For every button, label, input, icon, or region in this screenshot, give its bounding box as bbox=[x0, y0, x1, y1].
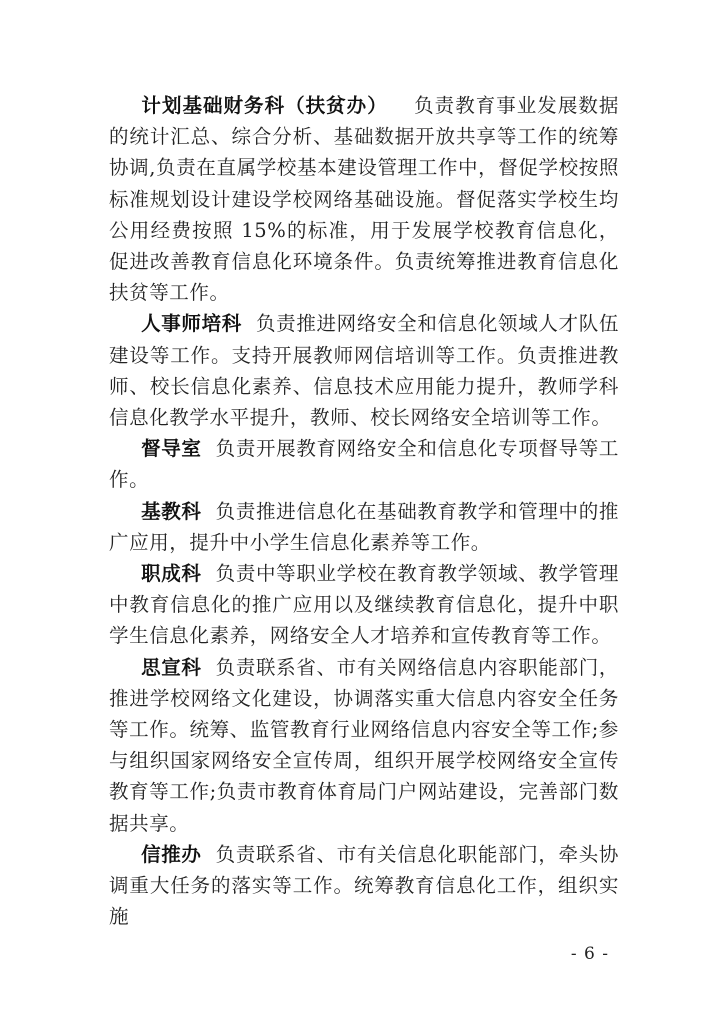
department-heading: 思宣科 bbox=[141, 655, 202, 679]
paragraph-basic-education bbox=[109, 496, 619, 558]
paragraph-ideology-publicity bbox=[109, 652, 619, 839]
document-body bbox=[109, 90, 619, 932]
department-heading: 职成科 bbox=[141, 562, 202, 586]
page-number: - 6 - bbox=[570, 944, 609, 964]
department-heading: 信推办 bbox=[141, 842, 202, 866]
department-heading: 基教科 bbox=[141, 499, 202, 523]
paragraph-informatization-office bbox=[109, 839, 619, 933]
paragraph-personnel-training bbox=[109, 308, 619, 433]
department-heading: 计划基础财务科（扶贫办） bbox=[141, 94, 388, 117]
department-description: 负责中等职业学校在教育教学领域、教学管理中教育信息化的推广应用以及继续教育信息化，提升中职学生信息化素养，网络安全人才培养和宣传教育等工作。 bbox=[109, 562, 619, 648]
department-description: 负责开展教育网络安全和信息化专项督导等工作。 bbox=[109, 437, 619, 492]
department-heading: 人事师培科 bbox=[141, 312, 242, 336]
department-heading: 督导室 bbox=[141, 437, 202, 461]
paragraph-vocational-adult bbox=[109, 558, 619, 652]
paragraph-supervision-office bbox=[109, 433, 619, 495]
department-description: 负责推进信息化在基础教育教学和管理中的推广应用，提升中小学生信息化素养等工作。 bbox=[109, 499, 619, 554]
department-description: 负责联系省、市有关网络信息内容职能部门，推进学校网络文化建设，协调落实重大信息内容安全任务等工作。统筹、监管教育行业网络信息内容安全等工作;参与组织国家网络安全宣传周，组织开展学校网络安全宣传教育等工作;负责市教育体育局门户网站建设，完善部门数据共享。 bbox=[109, 655, 619, 835]
department-description: 负责联系省、市有关信息化职能部门，牵头协调重大任务的落实等工作。统筹教育信息化工作，组织实施 bbox=[109, 842, 619, 929]
department-description: 负责教育事业发展数据的统计汇总、综合分析、基础数据开放共享等工作的统筹协调,负责在直属学校基本建设管理工作中，督促学校按照标准规划设计建设学校网络基础设施。督促落实学校生均公用经费按照 15%的标准，用于发展学校教育信息化，促进改善教育信息化环境条件。负责统筹推进教育信息化扶贫等工作。 bbox=[109, 94, 619, 305]
department-description: 负责推进网络安全和信息化领域人才队伍建设等工作。支持开展教师网信培训等工作。负责推进教师、校长信息化素养、信息技术应用能力提升，教师学科信息化教学水平提升，教师、校长网络安全培训等工作。 bbox=[109, 312, 619, 430]
paragraph-planning-finance bbox=[109, 90, 619, 308]
